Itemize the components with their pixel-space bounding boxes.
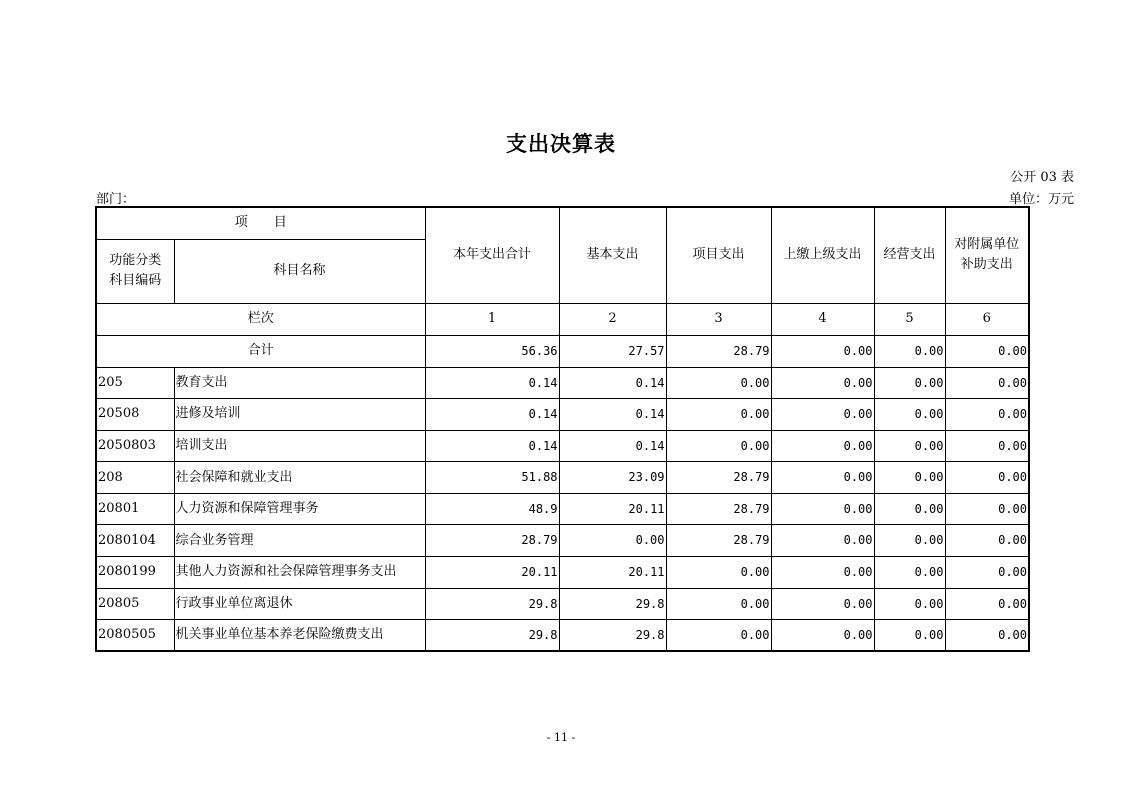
amount-cell: 0.00 bbox=[874, 525, 945, 557]
amount-cell: 0.00 bbox=[666, 620, 771, 652]
func-code-cell: 2080505 bbox=[96, 620, 174, 652]
amount-cell: 0.00 bbox=[666, 367, 771, 399]
func-code-cell: 2080199 bbox=[96, 557, 174, 589]
amount-cell: 29.8 bbox=[559, 620, 666, 652]
amount-cell: 0.00 bbox=[771, 620, 874, 652]
header-col-1: 本年支出合计 bbox=[425, 207, 559, 303]
amount-cell: 0.14 bbox=[559, 399, 666, 431]
header-item: 项 目 bbox=[96, 207, 425, 239]
amount-cell: 0.00 bbox=[874, 367, 945, 399]
table-row bbox=[96, 620, 1029, 652]
amount-cell: 0.00 bbox=[945, 430, 1029, 462]
amount-cell: 0.00 bbox=[874, 557, 945, 589]
amount-cell: 0.00 bbox=[945, 557, 1029, 589]
func-code-cell: 2050803 bbox=[96, 430, 174, 462]
amount-cell: 0.00 bbox=[874, 462, 945, 494]
amount-cell: 0.00 bbox=[945, 399, 1029, 431]
unit-label: 单位：万元 bbox=[1008, 192, 1074, 207]
amount-cell: 29.8 bbox=[425, 620, 559, 652]
column-number: 5 bbox=[874, 303, 945, 335]
page-number: - 11 - bbox=[546, 731, 576, 744]
func-code-cell: 208 bbox=[96, 462, 174, 494]
amount-cell: 0.00 bbox=[771, 367, 874, 399]
amount-cell: 0.14 bbox=[559, 367, 666, 399]
amount-cell: 0.00 bbox=[666, 430, 771, 462]
column-number: 3 bbox=[666, 303, 771, 335]
amount-cell: 0.00 bbox=[771, 525, 874, 557]
department-label: 部门： bbox=[96, 192, 136, 207]
amount-cell: 28.79 bbox=[666, 525, 771, 557]
subject-name-cell: 培训支出 bbox=[174, 430, 425, 462]
amount-cell: 0.00 bbox=[945, 493, 1029, 525]
total-label: 合计 bbox=[96, 335, 425, 367]
amount-cell: 0.00 bbox=[771, 462, 874, 494]
amount-cell: 20.11 bbox=[559, 493, 666, 525]
amount-cell: 0.00 bbox=[945, 367, 1029, 399]
header-col-6: 对附属单位补助支出 bbox=[945, 207, 1029, 303]
amount-cell: 0.00 bbox=[874, 588, 945, 620]
amount-cell: 0.00 bbox=[666, 588, 771, 620]
subject-name-cell: 教育支出 bbox=[174, 367, 425, 399]
header-row-1 bbox=[96, 207, 1029, 239]
subject-name-cell: 其他人力资源和社会保障管理事务支出 bbox=[174, 557, 425, 589]
amount-cell: 29.8 bbox=[425, 588, 559, 620]
total-value: 0.00 bbox=[874, 335, 945, 367]
form-code: 公开 03 表 bbox=[1010, 170, 1074, 185]
amount-cell: 0.00 bbox=[771, 557, 874, 589]
amount-cell: 0.00 bbox=[771, 588, 874, 620]
column-number: 6 bbox=[945, 303, 1029, 335]
amount-cell: 28.79 bbox=[666, 493, 771, 525]
header-subject-name: 科目名称 bbox=[174, 239, 425, 303]
page-title: 支出决算表 bbox=[506, 131, 616, 156]
column-number-row bbox=[96, 303, 1029, 335]
total-value: 27.57 bbox=[559, 335, 666, 367]
total-value: 28.79 bbox=[666, 335, 771, 367]
amount-cell: 0.00 bbox=[666, 399, 771, 431]
table-row bbox=[96, 525, 1029, 557]
amount-cell: 28.79 bbox=[425, 525, 559, 557]
amount-cell: 51.88 bbox=[425, 462, 559, 494]
amount-cell: 20.11 bbox=[425, 557, 559, 589]
amount-cell: 0.00 bbox=[771, 430, 874, 462]
table-row bbox=[96, 588, 1029, 620]
amount-cell: 20.11 bbox=[559, 557, 666, 589]
subject-name-cell: 机关事业单位基本养老保险缴费支出 bbox=[174, 620, 425, 652]
table-row bbox=[96, 557, 1029, 589]
amount-cell: 0.00 bbox=[666, 557, 771, 589]
amount-cell: 0.00 bbox=[945, 462, 1029, 494]
amount-cell: 48.9 bbox=[425, 493, 559, 525]
total-value: 0.00 bbox=[945, 335, 1029, 367]
amount-cell: 0.00 bbox=[771, 399, 874, 431]
header-col-3: 项目支出 bbox=[666, 207, 771, 303]
subject-name-cell: 综合业务管理 bbox=[174, 525, 425, 557]
amount-cell: 0.00 bbox=[874, 430, 945, 462]
amount-cell: 0.14 bbox=[425, 367, 559, 399]
amount-cell: 0.00 bbox=[945, 588, 1029, 620]
table-row bbox=[96, 367, 1029, 399]
table-row bbox=[96, 493, 1029, 525]
column-number: 4 bbox=[771, 303, 874, 335]
func-code-cell: 20508 bbox=[96, 399, 174, 431]
func-code-cell: 205 bbox=[96, 367, 174, 399]
header-func-code: 功能分类科目编码 bbox=[96, 239, 174, 303]
amount-cell: 0.14 bbox=[425, 430, 559, 462]
subject-name-cell: 人力资源和保障管理事务 bbox=[174, 493, 425, 525]
amount-cell: 28.79 bbox=[666, 462, 771, 494]
func-code-cell: 20805 bbox=[96, 588, 174, 620]
amount-cell: 0.14 bbox=[425, 399, 559, 431]
func-code-cell: 20801 bbox=[96, 493, 174, 525]
amount-cell: 23.09 bbox=[559, 462, 666, 494]
total-row bbox=[96, 335, 1029, 367]
amount-cell: 0.14 bbox=[559, 430, 666, 462]
table-row bbox=[96, 462, 1029, 494]
table-row bbox=[96, 430, 1029, 462]
amount-cell: 29.8 bbox=[559, 588, 666, 620]
subject-name-cell: 行政事业单位离退休 bbox=[174, 588, 425, 620]
header-col-4: 上缴上级支出 bbox=[771, 207, 874, 303]
header-col-5: 经营支出 bbox=[874, 207, 945, 303]
total-value: 56.36 bbox=[425, 335, 559, 367]
header-col-2: 基本支出 bbox=[559, 207, 666, 303]
column-number: 2 bbox=[559, 303, 666, 335]
amount-cell: 0.00 bbox=[945, 525, 1029, 557]
total-value: 0.00 bbox=[771, 335, 874, 367]
amount-cell: 0.00 bbox=[874, 493, 945, 525]
amount-cell: 0.00 bbox=[771, 493, 874, 525]
table-row bbox=[96, 399, 1029, 431]
amount-cell: 0.00 bbox=[559, 525, 666, 557]
amount-cell: 0.00 bbox=[874, 399, 945, 431]
subject-name-cell: 进修及培训 bbox=[174, 399, 425, 431]
amount-cell: 0.00 bbox=[945, 620, 1029, 652]
column-number: 1 bbox=[425, 303, 559, 335]
func-code-cell: 2080104 bbox=[96, 525, 174, 557]
amount-cell: 0.00 bbox=[874, 620, 945, 652]
column-number-label: 栏次 bbox=[96, 303, 425, 335]
subject-name-cell: 社会保障和就业支出 bbox=[174, 462, 425, 494]
expenditure-table bbox=[95, 206, 1030, 652]
